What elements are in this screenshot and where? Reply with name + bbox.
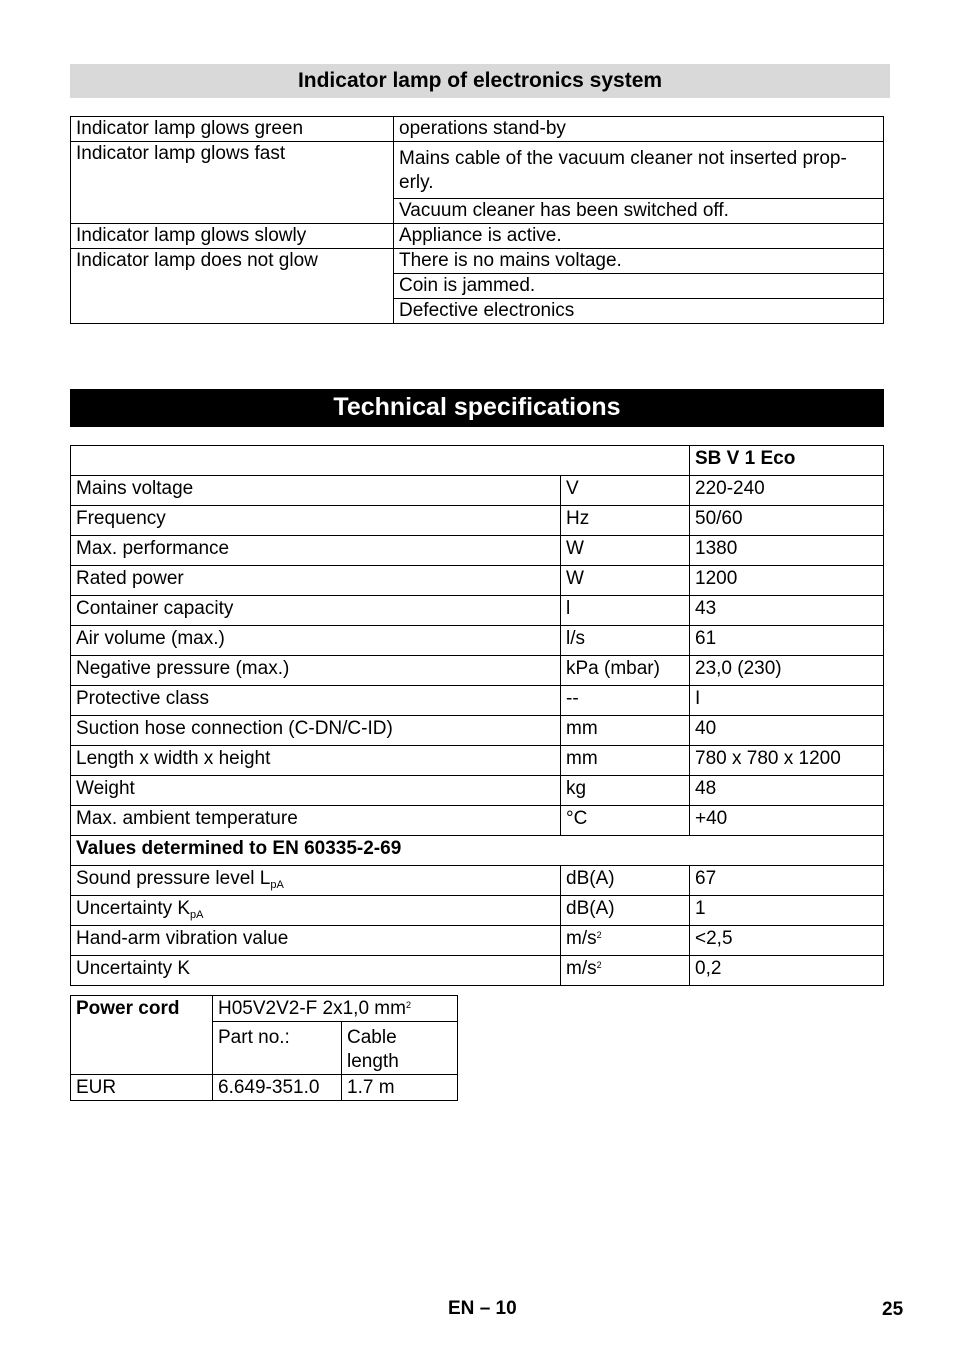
param-text: Uncertainty K xyxy=(76,898,191,919)
table-row xyxy=(71,117,884,142)
table-row xyxy=(71,506,884,536)
table-row xyxy=(71,716,884,746)
spec-unit: l/s xyxy=(561,626,690,656)
table-row xyxy=(71,596,884,626)
table-row xyxy=(71,224,884,249)
table-row xyxy=(71,566,884,596)
lamp-meaning: Defective electronics xyxy=(394,299,884,324)
unit-text: m/s xyxy=(566,928,597,949)
values-heading: Values determined to EN 60335-2-69 xyxy=(71,836,884,866)
footer-section-label xyxy=(448,1298,517,1320)
table-row xyxy=(71,626,884,656)
lamp-meaning: operations stand-by xyxy=(394,117,884,142)
cable-length-label: Cable length xyxy=(342,1022,458,1075)
indicator-lamp-table xyxy=(70,116,884,324)
spec-param xyxy=(71,896,561,926)
param-subscript: pA xyxy=(270,879,284,891)
spec-param: Protective class xyxy=(71,686,561,716)
footer-section-page: – 10 xyxy=(479,1298,517,1319)
lamp-meaning: There is no mains voltage. xyxy=(394,249,884,274)
region: EUR xyxy=(71,1075,213,1101)
spec-unit xyxy=(561,926,690,956)
power-cord-table xyxy=(70,995,458,1101)
spec-param: Frequency xyxy=(71,506,561,536)
unit-superscript: 2 xyxy=(596,930,602,940)
spec-unit xyxy=(561,956,690,986)
spec-unit: W xyxy=(561,566,690,596)
lamp-state: Indicator lamp glows fast xyxy=(71,142,394,224)
table-row xyxy=(71,776,884,806)
tech-specs-title: Technical specifications xyxy=(70,389,884,427)
spec-param: Length x width x height xyxy=(71,746,561,776)
spec-value: 40 xyxy=(690,716,884,746)
table-row xyxy=(71,746,884,776)
tech-specs-table xyxy=(70,445,884,986)
spec-value: I xyxy=(690,686,884,716)
spec-value: 220-240 xyxy=(690,476,884,506)
lamp-state: Indicator lamp glows slowly xyxy=(71,224,394,249)
table-header-row xyxy=(71,446,884,476)
page-number: 25 xyxy=(882,1299,904,1320)
spec-value: 1 xyxy=(690,896,884,926)
spec-value: 1200 xyxy=(690,566,884,596)
lamp-meaning: Vacuum cleaner has been switched off. xyxy=(394,199,884,224)
spec-param: Hand-arm vibration value xyxy=(71,926,561,956)
spec-unit: mm xyxy=(561,716,690,746)
cord-type-superscript: 2 xyxy=(405,1000,411,1010)
unit-text: m/s xyxy=(566,958,597,979)
unit-superscript: 2 xyxy=(596,960,602,970)
lamp-state: Indicator lamp does not glow xyxy=(71,249,394,324)
part-no: 6.649-351.0 xyxy=(213,1075,342,1101)
cord-type-text: H05V2V2-F 2x1,0 mm xyxy=(218,998,406,1019)
spec-param: Rated power xyxy=(71,566,561,596)
lamp-state: Indicator lamp glows green xyxy=(71,117,394,142)
spec-value: 50/60 xyxy=(690,506,884,536)
model-name: SB V 1 Eco xyxy=(690,446,884,476)
lamp-meaning: Mains cable of the vacuum cleaner not inserted prop-erly. xyxy=(394,142,884,199)
table-row xyxy=(71,896,884,926)
spec-param: Weight xyxy=(71,776,561,806)
power-cord-label: Power cord xyxy=(71,996,213,1075)
spec-param: Negative pressure (max.) xyxy=(71,656,561,686)
cord-type xyxy=(213,996,458,1022)
spec-unit: l xyxy=(561,596,690,626)
table-row xyxy=(71,476,884,506)
table-row xyxy=(71,1075,458,1101)
cable-length: 1.7 m xyxy=(342,1075,458,1101)
spec-value: <2,5 xyxy=(690,926,884,956)
table-row xyxy=(71,686,884,716)
part-no-label: Part no.: xyxy=(213,1022,342,1075)
spec-unit: kPa (mbar) xyxy=(561,656,690,686)
spec-unit: V xyxy=(561,476,690,506)
spec-value: +40 xyxy=(690,806,884,836)
table-row xyxy=(71,806,884,836)
param-subscript: pA xyxy=(190,909,204,921)
lamp-meaning: Appliance is active. xyxy=(394,224,884,249)
indicator-section-title: Indicator lamp of electronics system xyxy=(70,64,890,98)
spec-value: 48 xyxy=(690,776,884,806)
lamp-meaning: Coin is jammed. xyxy=(394,274,884,299)
table-row xyxy=(71,996,458,1022)
spec-value: 23,0 (230) xyxy=(690,656,884,686)
table-row xyxy=(71,866,884,896)
spec-value: 61 xyxy=(690,626,884,656)
table-row xyxy=(71,926,884,956)
spec-unit: -- xyxy=(561,686,690,716)
table-row xyxy=(71,836,884,866)
header-empty-cell xyxy=(71,446,690,476)
table-row xyxy=(71,656,884,686)
spec-value: 43 xyxy=(690,596,884,626)
spec-param: Max. performance xyxy=(71,536,561,566)
param-text: Sound pressure level L xyxy=(76,868,271,889)
spec-unit: W xyxy=(561,536,690,566)
spec-unit: dB(A) xyxy=(561,896,690,926)
table-row xyxy=(71,142,884,199)
spec-unit: °C xyxy=(561,806,690,836)
spec-unit: dB(A) xyxy=(561,866,690,896)
spec-value: 0,2 xyxy=(690,956,884,986)
spec-unit: mm xyxy=(561,746,690,776)
spec-unit: Hz xyxy=(561,506,690,536)
table-row xyxy=(71,249,884,274)
spec-param: Max. ambient temperature xyxy=(71,806,561,836)
spec-param: Air volume (max.) xyxy=(71,626,561,656)
spec-value: 1380 xyxy=(690,536,884,566)
table-row xyxy=(71,536,884,566)
spec-value: 67 xyxy=(690,866,884,896)
spec-value: 780 x 780 x 1200 xyxy=(690,746,884,776)
spec-param: Container capacity xyxy=(71,596,561,626)
spec-param: Mains voltage xyxy=(71,476,561,506)
footer-lang: EN xyxy=(448,1298,475,1319)
table-row xyxy=(71,956,884,986)
spec-unit: kg xyxy=(561,776,690,806)
spec-param xyxy=(71,866,561,896)
spec-param: Uncertainty K xyxy=(71,956,561,986)
spec-param: Suction hose connection (C-DN/C-ID) xyxy=(71,716,561,746)
